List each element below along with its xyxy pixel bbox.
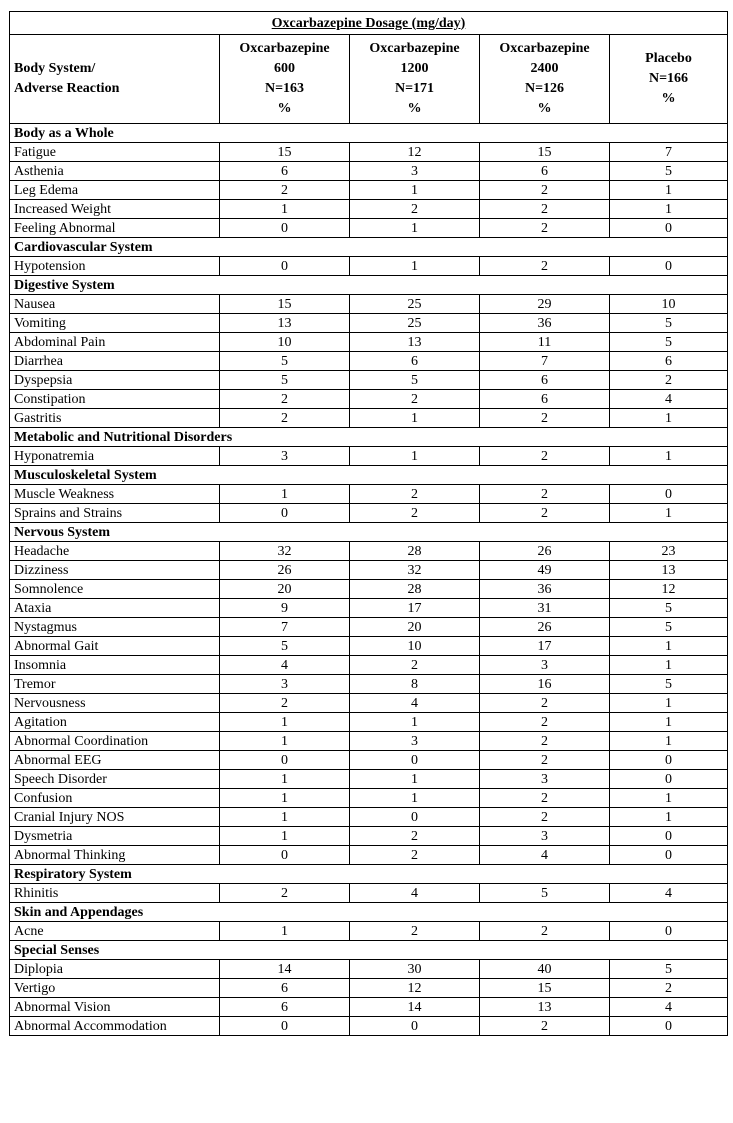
percent-cell: 9: [220, 599, 350, 618]
percent-cell: 1: [610, 200, 728, 219]
body-system-header-line2: Adverse Reaction: [14, 81, 120, 96]
percent-cell: 2: [350, 390, 480, 409]
percent-cell: 5: [220, 371, 350, 390]
adverse-reaction-name: Dizziness: [10, 561, 220, 580]
adverse-reaction-name: Increased Weight: [10, 200, 220, 219]
percent-cell: 4: [610, 884, 728, 903]
percent-cell: 5: [480, 884, 610, 903]
table-row: [10, 656, 728, 675]
percent-cell: 6: [480, 371, 610, 390]
percent-cell: 1: [610, 181, 728, 200]
adverse-reaction-name: Fatigue: [10, 143, 220, 162]
header-unit: %: [407, 101, 422, 116]
adverse-reaction-name: Abnormal Gait: [10, 637, 220, 656]
adverse-reaction-name: Agitation: [10, 713, 220, 732]
section-title: Special Senses: [10, 941, 728, 960]
percent-cell: 1: [350, 770, 480, 789]
percent-cell: 3: [220, 447, 350, 466]
percent-cell: 1: [610, 637, 728, 656]
percent-cell: 11: [480, 333, 610, 352]
percent-cell: 26: [220, 561, 350, 580]
section-header-row: [10, 865, 728, 884]
percent-cell: 6: [220, 162, 350, 181]
percent-cell: 10: [350, 637, 480, 656]
adverse-reaction-name: Hyponatremia: [10, 447, 220, 466]
adverse-reaction-name: Nausea: [10, 295, 220, 314]
percent-cell: 36: [480, 580, 610, 599]
table-row: [10, 295, 728, 314]
percent-cell: 2: [350, 922, 480, 941]
percent-cell: 32: [220, 542, 350, 561]
percent-cell: 17: [350, 599, 480, 618]
percent-cell: 5: [610, 314, 728, 333]
table-row: [10, 542, 728, 561]
percent-cell: 2: [220, 694, 350, 713]
percent-cell: 2: [480, 713, 610, 732]
percent-cell: 2: [480, 504, 610, 523]
percent-cell: 2: [610, 371, 728, 390]
header-n: N=171: [394, 81, 435, 96]
percent-cell: 2: [480, 694, 610, 713]
percent-cell: 1: [350, 789, 480, 808]
percent-cell: 49: [480, 561, 610, 580]
table-title-text: Oxcarbazepine Dosage (mg/day): [271, 15, 466, 31]
percent-cell: 10: [220, 333, 350, 352]
adverse-reaction-name: Hypotension: [10, 257, 220, 276]
percent-cell: 5: [220, 352, 350, 371]
adverse-reaction-name: Abnormal EEG: [10, 751, 220, 770]
header-drug: Placebo: [645, 51, 692, 66]
adverse-reaction-name: Ataxia: [10, 599, 220, 618]
adverse-reaction-name: Diplopia: [10, 960, 220, 979]
adverse-reaction-name: Gastritis: [10, 409, 220, 428]
header-n: N=166: [648, 71, 689, 86]
body-system-header-line1: Body System/: [14, 61, 96, 76]
table-row: [10, 219, 728, 238]
percent-cell: 5: [610, 675, 728, 694]
percent-cell: 15: [220, 295, 350, 314]
adverse-reaction-name: Feeling Abnormal: [10, 219, 220, 238]
table-row: [10, 960, 728, 979]
percent-cell: 7: [610, 143, 728, 162]
adverse-reaction-name: Acne: [10, 922, 220, 941]
section-header-row: [10, 238, 728, 257]
percent-cell: 1: [350, 409, 480, 428]
percent-cell: 15: [220, 143, 350, 162]
table-row: [10, 162, 728, 181]
body-system-header: [10, 35, 220, 124]
percent-cell: 17: [480, 637, 610, 656]
percent-cell: 32: [350, 561, 480, 580]
column-header-oxc-600: [220, 35, 350, 124]
percent-cell: 7: [220, 618, 350, 637]
percent-cell: 2: [480, 922, 610, 941]
percent-cell: 0: [220, 257, 350, 276]
percent-cell: 28: [350, 542, 480, 561]
percent-cell: 1: [220, 200, 350, 219]
percent-cell: 12: [350, 979, 480, 998]
percent-cell: 0: [610, 827, 728, 846]
percent-cell: 2: [480, 485, 610, 504]
adverse-reaction-name: Asthenia: [10, 162, 220, 181]
percent-cell: 2: [480, 219, 610, 238]
adverse-reaction-name: Diarrhea: [10, 352, 220, 371]
section-header-row: [10, 466, 728, 485]
percent-cell: 26: [480, 618, 610, 637]
section-title: Cardiovascular System: [10, 238, 728, 257]
percent-cell: 0: [220, 504, 350, 523]
percent-cell: 2: [350, 846, 480, 865]
table-row: [10, 143, 728, 162]
percent-cell: 7: [480, 352, 610, 371]
section-header-row: [10, 428, 728, 447]
percent-cell: 2: [350, 827, 480, 846]
header-n: N=163: [264, 81, 305, 96]
percent-cell: 6: [480, 390, 610, 409]
header-unit: %: [661, 91, 676, 106]
table-row: [10, 333, 728, 352]
percent-cell: 1: [220, 770, 350, 789]
table-row: [10, 561, 728, 580]
table-row: [10, 884, 728, 903]
percent-cell: 1: [220, 713, 350, 732]
percent-cell: 2: [480, 751, 610, 770]
table-row: [10, 257, 728, 276]
table-row: [10, 352, 728, 371]
percent-cell: 40: [480, 960, 610, 979]
percent-cell: 1: [610, 713, 728, 732]
adverse-reaction-name: Nervousness: [10, 694, 220, 713]
column-header-oxc-2400: [480, 35, 610, 124]
table-row: [10, 713, 728, 732]
adverse-reaction-name: Leg Edema: [10, 181, 220, 200]
table-row: [10, 200, 728, 219]
adverse-reaction-name: Abnormal Vision: [10, 998, 220, 1017]
adverse-reaction-name: Insomnia: [10, 656, 220, 675]
percent-cell: 25: [350, 295, 480, 314]
percent-cell: 4: [350, 694, 480, 713]
adverse-reaction-name: Vertigo: [10, 979, 220, 998]
table-row: [10, 732, 728, 751]
percent-cell: 0: [610, 219, 728, 238]
table-row: [10, 409, 728, 428]
percent-cell: 6: [610, 352, 728, 371]
adverse-reaction-name: Dyspepsia: [10, 371, 220, 390]
section-header-row: [10, 941, 728, 960]
column-header-row: [10, 35, 728, 124]
percent-cell: 12: [350, 143, 480, 162]
percent-cell: 2: [350, 504, 480, 523]
table-row: [10, 827, 728, 846]
adverse-reaction-name: Abnormal Thinking: [10, 846, 220, 865]
percent-cell: 31: [480, 599, 610, 618]
section-header-row: [10, 903, 728, 922]
adverse-reaction-name: Headache: [10, 542, 220, 561]
column-header-oxc-1200: [350, 35, 480, 124]
adverse-reaction-name: Confusion: [10, 789, 220, 808]
table-row: [10, 599, 728, 618]
percent-cell: 10: [610, 295, 728, 314]
percent-cell: 4: [350, 884, 480, 903]
percent-cell: 1: [220, 732, 350, 751]
percent-cell: 1: [610, 504, 728, 523]
adverse-reactions-table: [9, 11, 728, 1036]
percent-cell: 0: [610, 257, 728, 276]
adverse-reaction-name: Tremor: [10, 675, 220, 694]
section-title: Skin and Appendages: [10, 903, 728, 922]
percent-cell: 0: [610, 922, 728, 941]
percent-cell: 1: [610, 656, 728, 675]
table-row: [10, 485, 728, 504]
percent-cell: 1: [610, 409, 728, 428]
percent-cell: 4: [610, 390, 728, 409]
table-title-row: [10, 12, 728, 35]
percent-cell: 29: [480, 295, 610, 314]
percent-cell: 2: [220, 409, 350, 428]
table-row: [10, 1017, 728, 1036]
section-title: Musculoskeletal System: [10, 466, 728, 485]
percent-cell: 2: [480, 808, 610, 827]
percent-cell: 2: [480, 200, 610, 219]
table-row: [10, 181, 728, 200]
percent-cell: 1: [610, 447, 728, 466]
percent-cell: 0: [220, 219, 350, 238]
percent-cell: 5: [610, 618, 728, 637]
percent-cell: 14: [220, 960, 350, 979]
header-drug: Oxcarbazepine: [499, 41, 590, 56]
header-unit: %: [537, 101, 552, 116]
adverse-reaction-name: Somnolence: [10, 580, 220, 599]
percent-cell: 3: [350, 162, 480, 181]
percent-cell: 0: [610, 751, 728, 770]
adverse-reaction-name: Abnormal Coordination: [10, 732, 220, 751]
percent-cell: 8: [350, 675, 480, 694]
percent-cell: 13: [350, 333, 480, 352]
section-title: Body as a Whole: [10, 124, 728, 143]
percent-cell: 4: [220, 656, 350, 675]
adverse-reaction-name: Constipation: [10, 390, 220, 409]
percent-cell: 2: [220, 181, 350, 200]
percent-cell: 1: [350, 219, 480, 238]
header-dose: 2400: [530, 61, 559, 76]
percent-cell: 1: [610, 808, 728, 827]
section-header-row: [10, 276, 728, 295]
header-dose: 1200: [400, 61, 429, 76]
percent-cell: 1: [350, 447, 480, 466]
adverse-reaction-name: Speech Disorder: [10, 770, 220, 789]
percent-cell: 6: [350, 352, 480, 371]
percent-cell: 2: [350, 656, 480, 675]
percent-cell: 1: [350, 713, 480, 732]
percent-cell: 1: [610, 789, 728, 808]
table-row: [10, 314, 728, 333]
table-row: [10, 770, 728, 789]
table-row: [10, 580, 728, 599]
table-row: [10, 998, 728, 1017]
percent-cell: 0: [350, 808, 480, 827]
table-row: [10, 637, 728, 656]
percent-cell: 2: [480, 732, 610, 751]
table-row: [10, 979, 728, 998]
percent-cell: 3: [350, 732, 480, 751]
percent-cell: 5: [610, 960, 728, 979]
table-row: [10, 390, 728, 409]
header-drug: Oxcarbazepine: [369, 41, 460, 56]
percent-cell: 2: [610, 979, 728, 998]
table-row: [10, 371, 728, 390]
adverse-reaction-name: Abdominal Pain: [10, 333, 220, 352]
adverse-reaction-name: Sprains and Strains: [10, 504, 220, 523]
section-title: Digestive System: [10, 276, 728, 295]
percent-cell: 5: [350, 371, 480, 390]
percent-cell: 3: [480, 770, 610, 789]
percent-cell: 2: [480, 257, 610, 276]
percent-cell: 5: [610, 333, 728, 352]
percent-cell: 2: [350, 485, 480, 504]
percent-cell: 1: [220, 827, 350, 846]
header-drug: Oxcarbazepine: [239, 41, 330, 56]
percent-cell: 36: [480, 314, 610, 333]
percent-cell: 6: [480, 162, 610, 181]
table-row: [10, 675, 728, 694]
percent-cell: 15: [480, 979, 610, 998]
percent-cell: 5: [610, 599, 728, 618]
percent-cell: 0: [610, 1017, 728, 1036]
percent-cell: 0: [610, 846, 728, 865]
table-row: [10, 751, 728, 770]
adverse-reaction-name: Muscle Weakness: [10, 485, 220, 504]
section-title: Nervous System: [10, 523, 728, 542]
percent-cell: 1: [220, 922, 350, 941]
percent-cell: 2: [220, 390, 350, 409]
adverse-reaction-name: Vomiting: [10, 314, 220, 333]
section-header-row: [10, 124, 728, 143]
percent-cell: 2: [480, 1017, 610, 1036]
adverse-reaction-name: Abnormal Accommodation: [10, 1017, 220, 1036]
percent-cell: 0: [350, 751, 480, 770]
percent-cell: 25: [350, 314, 480, 333]
table-row: [10, 922, 728, 941]
percent-cell: 1: [610, 694, 728, 713]
adverse-reaction-name: Nystagmus: [10, 618, 220, 637]
percent-cell: 1: [350, 181, 480, 200]
percent-cell: 0: [610, 770, 728, 789]
adverse-reaction-name: Rhinitis: [10, 884, 220, 903]
table-title: [10, 12, 728, 35]
percent-cell: 3: [480, 827, 610, 846]
percent-cell: 13: [220, 314, 350, 333]
percent-cell: 15: [480, 143, 610, 162]
table-row: [10, 846, 728, 865]
percent-cell: 3: [480, 656, 610, 675]
percent-cell: 13: [610, 561, 728, 580]
percent-cell: 30: [350, 960, 480, 979]
percent-cell: 4: [610, 998, 728, 1017]
percent-cell: 1: [610, 732, 728, 751]
percent-cell: 1: [220, 485, 350, 504]
section-title: Metabolic and Nutritional Disorders: [10, 428, 728, 447]
percent-cell: 1: [350, 257, 480, 276]
percent-cell: 13: [480, 998, 610, 1017]
table-row: [10, 789, 728, 808]
column-header-placebo: [610, 35, 728, 124]
table-row: [10, 808, 728, 827]
percent-cell: 28: [350, 580, 480, 599]
percent-cell: 1: [220, 789, 350, 808]
percent-cell: 12: [610, 580, 728, 599]
percent-cell: 2: [480, 409, 610, 428]
percent-cell: 6: [220, 998, 350, 1017]
percent-cell: 2: [480, 789, 610, 808]
table-row: [10, 447, 728, 466]
percent-cell: 6: [220, 979, 350, 998]
percent-cell: 0: [220, 846, 350, 865]
percent-cell: 1: [220, 808, 350, 827]
table-row: [10, 618, 728, 637]
percent-cell: 0: [350, 1017, 480, 1036]
percent-cell: 20: [220, 580, 350, 599]
percent-cell: 14: [350, 998, 480, 1017]
header-n: N=126: [524, 81, 565, 96]
percent-cell: 3: [220, 675, 350, 694]
table-row: [10, 694, 728, 713]
percent-cell: 5: [610, 162, 728, 181]
percent-cell: 0: [220, 751, 350, 770]
adverse-reaction-name: Dysmetria: [10, 827, 220, 846]
adverse-reaction-name: Cranial Injury NOS: [10, 808, 220, 827]
percent-cell: 20: [350, 618, 480, 637]
percent-cell: 26: [480, 542, 610, 561]
table-row: [10, 504, 728, 523]
percent-cell: 2: [480, 181, 610, 200]
header-unit: %: [277, 101, 292, 116]
percent-cell: 16: [480, 675, 610, 694]
percent-cell: 5: [220, 637, 350, 656]
percent-cell: 0: [220, 1017, 350, 1036]
section-header-row: [10, 523, 728, 542]
header-dose: 600: [274, 61, 295, 76]
percent-cell: 4: [480, 846, 610, 865]
percent-cell: 2: [220, 884, 350, 903]
percent-cell: 2: [480, 447, 610, 466]
percent-cell: 2: [350, 200, 480, 219]
percent-cell: 0: [610, 485, 728, 504]
section-title: Respiratory System: [10, 865, 728, 884]
percent-cell: 23: [610, 542, 728, 561]
table-body: [10, 124, 728, 1036]
